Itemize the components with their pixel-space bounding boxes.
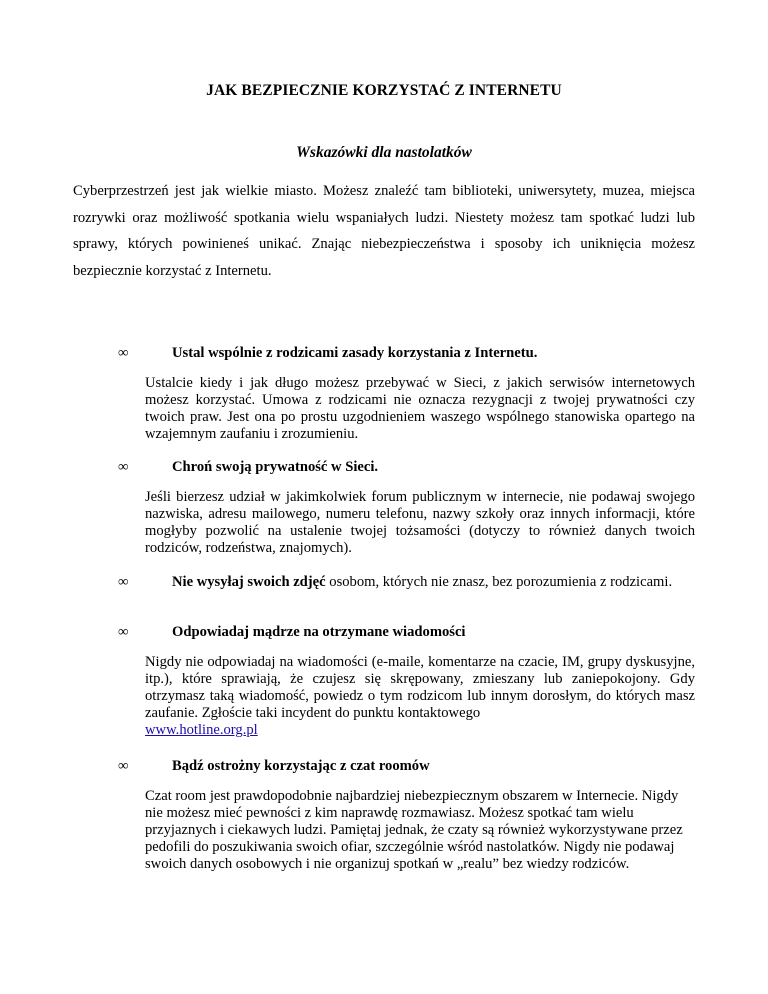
tip-heading-2: Chroń swoją prywatność w Sieci. <box>172 459 379 475</box>
document-title: JAK BEZPIECZNIE KORZYSTAĆ Z INTERNETU <box>206 82 562 99</box>
bullet-infinity-icon: ∞ <box>118 574 129 590</box>
bullet-infinity-icon: ∞ <box>118 345 129 361</box>
tip-body-1: Ustalcie kiedy i jak długo możesz przebywać w Sieci, z jakich serwisów internetowych możesz korzystać. Umowa z rodzicami nie oznacza rezygnacji z twojej prywatności czy twoich praw. Jest ona po prostu uzgodnieniem waszego wspólnego stanowiska opartego na wzajemnym zaufaniu i zrozumieniu. <box>145 375 695 442</box>
document-subtitle: Wskazówki dla nastolatków <box>296 144 472 161</box>
tip-heading-5: Bądź ostrożny korzystając z czat roomów <box>172 758 430 774</box>
tip-body-4 <box>145 654 695 739</box>
tip-body-4-text: Nigdy nie odpowiadaj na wiadomości (e-maile, komentarze na czacie, IM, grupy dyskusyjne, itp.), które sprawiają, że czujesz się skrępowany, zmieszany lub zaniepokojony. Gdy otrzymasz taką wiadomość, powiedz o tym rodzicom lub innym dorosłym, do których masz zaufanie. Zgłoście taki incydent do punktu kontaktowego <box>145 654 695 721</box>
tip-heading-4: Odpowiadaj mądrze na otrzymane wiadomości <box>172 624 466 640</box>
bullet-infinity-icon: ∞ <box>118 624 129 640</box>
bullet-infinity-icon: ∞ <box>118 758 129 774</box>
bullet-infinity-icon: ∞ <box>118 459 129 475</box>
tip-heading-1: Ustal wspólnie z rodzicami zasady korzystania z Internetu. <box>172 345 538 361</box>
hotline-link[interactable]: www.hotline.org.pl <box>145 722 258 738</box>
intro-paragraph: Cyberprzestrzeń jest jak wielkie miasto. Możesz znaleźć tam biblioteki, uniwersytety, muzea, miejsca rozrywki oraz możliwość spotkania wielu wspaniałych ludzi. Niestety możesz tam spotkać ludzi lub sprawy, których powinieneś unikać. Znając niebezpieczeństwa i sposoby ich uniknięcia możesz bezpiecznie korzystać z Internetu. <box>73 183 695 279</box>
tip-body-2: Jeśli bierzesz udział w jakimkolwiek forum publicznym w internecie, nie podawaj swojego nazwiska, adresu mailowego, numeru telefonu, nazwy szkoły oraz innych informacji, które mogłyby pozwolić na ustalenie twojej tożsamości (dotyczy to również danych twoich rodziców, rodzeństwa, znajomych). <box>145 489 695 556</box>
tip-body-3: osobom, których nie znasz, bez porozumienia z rodzicami. <box>325 574 673 590</box>
tip-body-5: Czat room jest prawdopodobnie najbardziej niebezpiecznym obszarem w Internecie. Nigdy nie możesz mieć pewności z kim naprawdę rozmawiasz. Możesz spotkać tam wielu przyjaznych i ciekawych ludzi. Pamiętaj jednak, że czaty są również wykorzystywane przez pedofili do poszukiwania swoich ofiar, szczególnie wśród nastolatków. Nigdy nie podawaj swoich danych osobowych i nie organizuj spotkań w „realu” bez wiedzy rodziców. <box>145 788 683 872</box>
tip-inline-3 <box>145 574 695 591</box>
tip-heading-3: Nie wysyłaj swoich zdjęć <box>172 574 326 590</box>
